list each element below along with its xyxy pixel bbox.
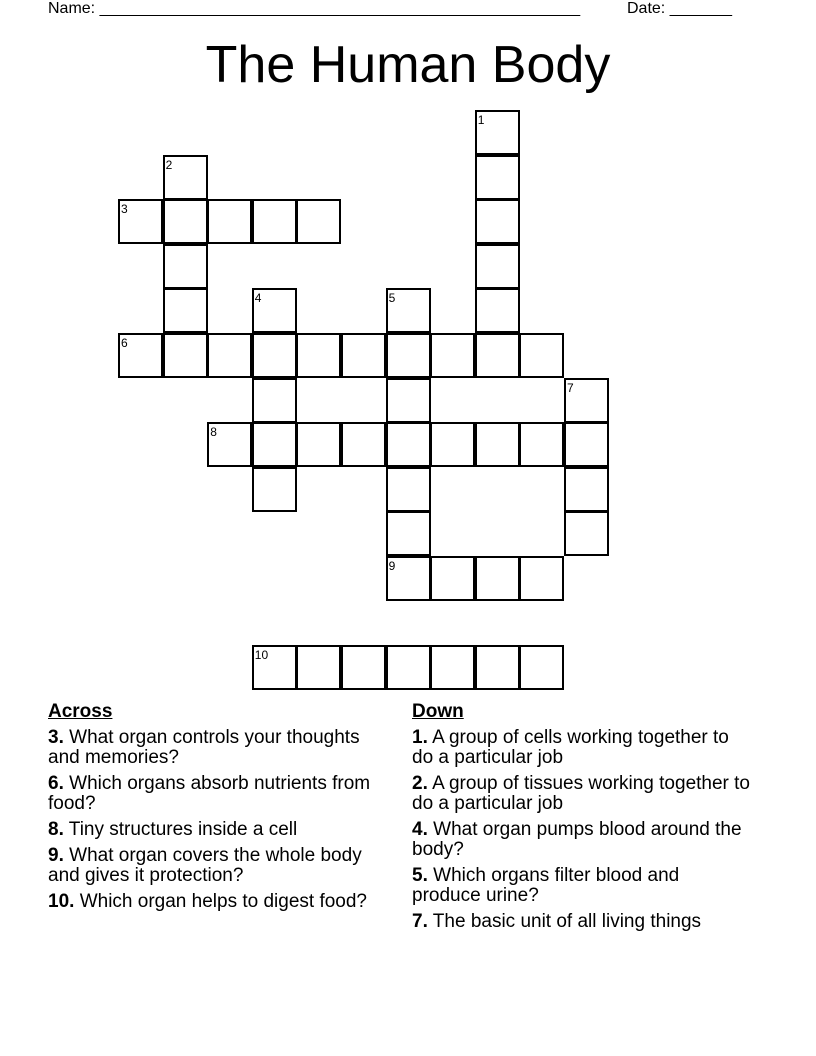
grid-cell[interactable] — [341, 422, 386, 467]
grid-cell[interactable] — [564, 511, 609, 556]
clue-across-8: 8. Tiny structures inside a cell — [48, 819, 298, 840]
grid-cell[interactable] — [252, 378, 297, 423]
grid-cell[interactable] — [163, 288, 208, 333]
grid-cell[interactable] — [252, 422, 297, 467]
grid-cell[interactable] — [519, 645, 564, 690]
grid-cell[interactable] — [163, 333, 208, 378]
clue-down-7: 7. The basic unit of all living things — [412, 911, 702, 932]
clue-across-9: 9. What organ covers the whole body and gives it protection? — [48, 845, 362, 886]
clue-across-6: 6. Which organs absorb nutrients from food? — [48, 773, 371, 814]
clue-across-3: 3. What organ controls your thoughts and memories? — [48, 727, 360, 768]
grid-cell[interactable] — [296, 199, 341, 244]
grid-cell[interactable] — [386, 422, 431, 467]
grid-cell[interactable] — [564, 467, 609, 512]
grid-cell[interactable] — [519, 422, 564, 467]
name-field[interactable]: Name: ______________________________________________________ — [48, 0, 581, 17]
grid-cell[interactable] — [475, 155, 520, 200]
across-clues — [48, 702, 378, 918]
grid-cell[interactable] — [475, 556, 520, 601]
grid-cell[interactable] — [564, 422, 609, 467]
grid-cell[interactable] — [475, 333, 520, 378]
grid-cell[interactable] — [163, 244, 208, 289]
date-field[interactable]: Date: _______ — [627, 0, 732, 17]
grid-cell[interactable] — [475, 422, 520, 467]
grid-cell[interactable] — [207, 333, 252, 378]
clue-number: 10 — [254, 648, 269, 663]
grid-cell[interactable] — [430, 333, 475, 378]
grid-cell[interactable] — [296, 422, 341, 467]
grid-cell[interactable] — [475, 645, 520, 690]
clue-number: 4 — [254, 291, 262, 306]
grid-cell[interactable] — [386, 511, 431, 556]
clue-number: 5 — [388, 291, 396, 306]
grid-cell[interactable] — [252, 333, 297, 378]
down-clues — [412, 702, 752, 938]
grid-cell[interactable] — [207, 199, 252, 244]
grid-cell[interactable] — [519, 556, 564, 601]
clue-number: 2 — [165, 157, 173, 172]
grid-cell[interactable] — [386, 467, 431, 512]
page-title: The Human Body — [205, 36, 611, 94]
grid-cell[interactable] — [430, 556, 475, 601]
grid-cell[interactable] — [296, 645, 341, 690]
grid-cell[interactable] — [430, 422, 475, 467]
grid-cell[interactable] — [163, 199, 208, 244]
grid-cell[interactable] — [341, 333, 386, 378]
clue-number: 8 — [210, 425, 217, 440]
grid-cell[interactable] — [252, 199, 297, 244]
clue-across-10: 10. Which organ helps to digest food? — [48, 891, 367, 912]
clue-number: 6 — [121, 336, 128, 350]
grid-cell[interactable] — [386, 645, 431, 690]
clue-number: 7 — [567, 380, 574, 395]
grid-cell[interactable] — [252, 467, 297, 512]
down-heading: Down — [412, 701, 464, 722]
clue-down-1: 1. A group of cells working together to do a particular job — [412, 727, 729, 768]
clue-down-2: 2. A group of tissues working together to do a particular job — [412, 773, 750, 814]
grid-cell[interactable] — [341, 645, 386, 690]
clue-number: 1 — [477, 113, 485, 127]
grid-cell[interactable] — [386, 378, 431, 423]
grid-cell[interactable] — [475, 244, 520, 289]
grid-cell[interactable] — [296, 333, 341, 378]
clue-down-4: 4. What organ pumps blood around the body? — [412, 819, 742, 860]
grid-cell[interactable] — [475, 199, 520, 244]
clue-number: 3 — [121, 202, 128, 217]
grid-cell[interactable] — [475, 288, 520, 333]
grid-cell[interactable] — [386, 333, 431, 378]
grid-cell[interactable] — [430, 645, 475, 690]
clue-number: 9 — [388, 559, 396, 573]
clue-down-5: 5. Which organs filter blood and produce urine? — [412, 865, 680, 906]
grid-cell[interactable] — [519, 333, 564, 378]
across-heading: Across — [48, 701, 113, 722]
